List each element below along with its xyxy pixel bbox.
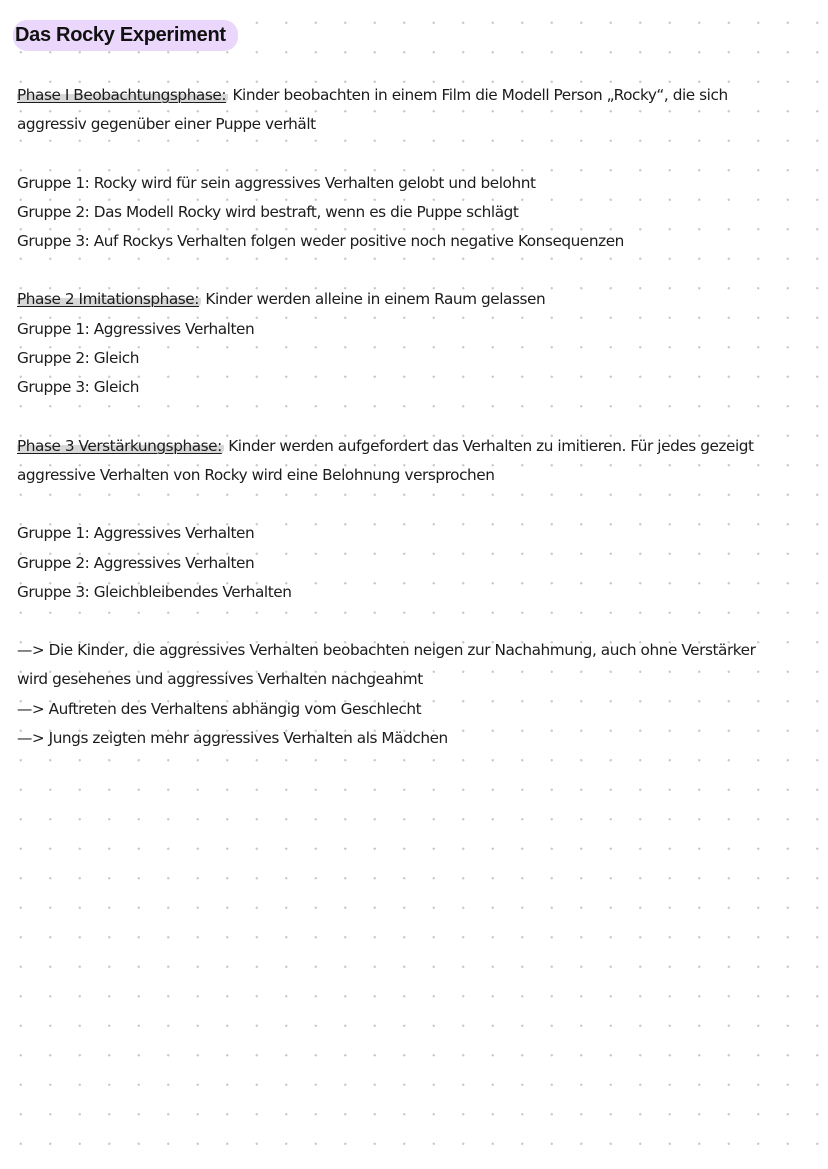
spacer — [17, 490, 788, 519]
conclusion-line: —> Jungs zeigten mehr aggressives Verhalten als Mädchen — [17, 729, 448, 748]
spacer — [17, 403, 788, 432]
conclusions — [17, 636, 788, 753]
phase-2-groups — [17, 315, 788, 403]
group-line: Gruppe 2: Das Modell Rocky wird bestraft, wenn es die Puppe schlägt — [17, 202, 519, 221]
group-line: Gruppe 1: Rocky wird für sein aggressives Verhalten gelobt und belohnt — [17, 173, 536, 192]
phase-3-paragraph — [17, 432, 788, 491]
phase-2-text: Kinder werden alleine in einem Raum gelassen — [200, 290, 546, 309]
spacer — [17, 256, 788, 285]
conclusion-line: —> Die Kinder, die aggressives Verhalten beobachten neigen zur Nachahmung, auch ohne Verstärker wird gesehenes und aggressives Verhalten nachgeahmt — [17, 641, 756, 689]
group-line: Gruppe 3: Auf Rockys Verhalten folgen weder positive noch negative Konsequenzen — [17, 232, 624, 251]
phase-3-groups — [17, 519, 788, 607]
phase-2-paragraph — [17, 285, 788, 314]
conclusion-line: —> Auftreten des Verhaltens abhängig vom Geschlecht — [17, 699, 422, 718]
group-line: Gruppe 3: Gleichbleibendes Verhalten — [17, 582, 292, 601]
phase-1-heading: Phase I Beobachtungsphase: — [17, 86, 227, 104]
phase-1-groups — [17, 169, 788, 257]
group-line: Gruppe 2: Aggressives Verhalten — [17, 553, 255, 572]
phase-2-heading: Phase 2 Imitationsphase: — [17, 290, 199, 309]
group-line: Gruppe 1: Aggressives Verhalten — [17, 319, 255, 338]
group-line: Gruppe 2: Gleich — [17, 349, 139, 368]
phase-3-heading: Phase 3 Verstärkungsphase: — [17, 436, 222, 455]
spacer — [17, 140, 788, 169]
phase-3-text: Kinder werden aufgefordert das Verhalten zu imitieren. Für jedes gezeigt aggressive Verhalten von Rocky wird eine Belohnung versprochen — [17, 436, 754, 484]
page-title: Das Rocky Experiment — [13, 20, 238, 51]
group-line: Gruppe 3: Gleich — [17, 378, 139, 397]
spacer — [17, 607, 788, 636]
phase-1-text: Kinder beobachten in einem Film die Modell Person „Rocky“, die sich aggressiv gegenüber einer Puppe verhält — [17, 86, 728, 134]
phase-1-paragraph — [17, 81, 788, 140]
group-line: Gruppe 1: Aggressives Verhalten — [17, 524, 255, 543]
